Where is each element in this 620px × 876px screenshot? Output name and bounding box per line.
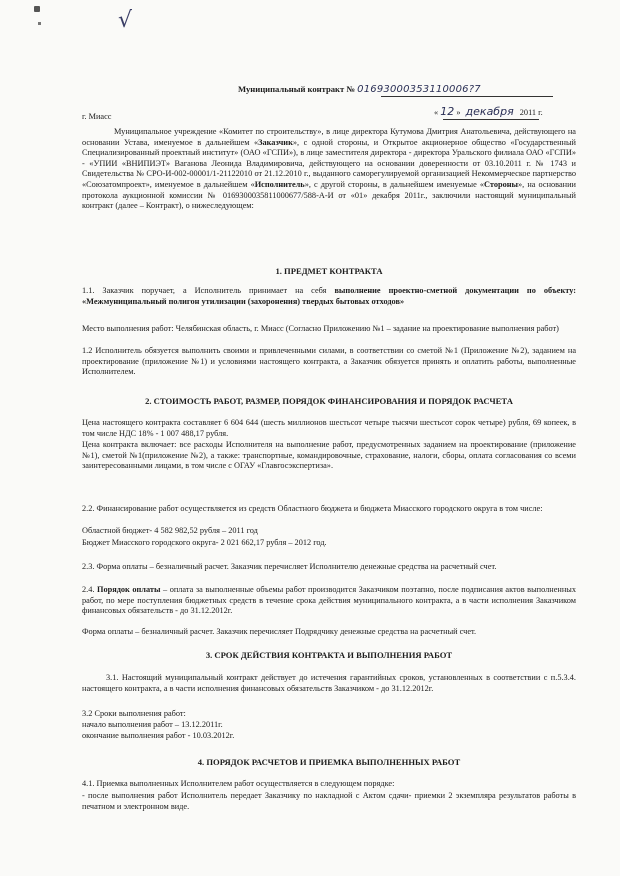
section-4-p1: 4.1. Приемка выполненных Исполнителем работ осуществляется в следующем порядке: bbox=[82, 779, 395, 788]
handwritten-month: декабря bbox=[465, 105, 514, 118]
section-2-p7-num: 2.4. bbox=[82, 585, 97, 594]
section-3-p4: окончание выполнения работ - 10.03.2012г. bbox=[82, 731, 235, 740]
parties-term: Стороны bbox=[484, 179, 519, 189]
quote-open: « bbox=[434, 108, 439, 117]
section-2-p1: Цена настоящего контракта составляет 6 604 644 (шесть миллионов шестьсот четыре тысячи шестьсот сорок четыре) рубля, 69 копеек, в том числе НДС 18% - 1 007 488,17 рубля. bbox=[82, 418, 576, 438]
handwritten-check-mark: √ bbox=[118, 8, 133, 33]
preamble-part1: Муниципальное учреждение «Комитет по строительству», в лице директора Кутумова Дмитрия Анатольевича, действующего на основании Устава, именуемое в дальнейшем « bbox=[82, 127, 576, 147]
section-2-p8: Форма оплаты – безналичный расчет. Заказчик перечисляет Подрядчику денежные средства на расчетный счет. bbox=[82, 627, 477, 636]
date-underline bbox=[443, 119, 539, 120]
section-2-p6: 2.3. Форма оплаты – безналичный расчет. Заказчик перечисляет Исполнителю денежные средства на расчетный счет. bbox=[82, 562, 497, 571]
contract-date bbox=[434, 107, 543, 119]
preamble-part2: », с одной стороны, и Открытое акционерное общество «Государственный Специализированный проектный институт» (ОАО «ГСПИ»), в лице заместителя директора - директора Уральского филиала ОАО «ГСПИ» - «УПИИ «ВНИПИЭТ» Ваганова Леонида Владимировича, действующего на основании доверенности от 03.10.2011 г. № 1743 и Свидетельства № СРО-И-002-00001/1-21122010 от 21.12.2010 г., выданного саморегулируемой организацией Некоммерческое партнерство «Союзатомпроект», именуемое в дальнейшем « bbox=[82, 137, 576, 189]
section-1-p2: Место выполнения работ: Челябинская область, г. Миасс (Согласно Приложению №1 – задание на проектирование выполнения работ) bbox=[82, 324, 559, 333]
section-2-p5: Бюджет Миасского городского округа- 2 021 662,17 рубля – 2012 год. bbox=[82, 538, 327, 547]
preamble-part3: », с другой стороны, в дальнейшем именуемые « bbox=[304, 179, 484, 189]
scan-mark-small bbox=[38, 22, 41, 25]
quote-close: » bbox=[456, 108, 461, 117]
payment-order-term: Порядок оплаты bbox=[97, 585, 161, 594]
contractor-term: Исполнитель bbox=[254, 179, 305, 189]
contract-title bbox=[238, 84, 481, 96]
year: 2011 г. bbox=[519, 108, 543, 117]
section-3-p3: начало выполнения работ – 13.12.2011г. bbox=[82, 720, 223, 729]
section-4-p2: - после выполнения работ Исполнитель передает Заказчику по накладной с Актом сдачи- приемки 2 экземпляра результатов работы в печатном и электронном виде. bbox=[82, 791, 576, 811]
section-1-p1-object: выполнение проектно-сметной документации по объекту: «Межмуниципальный полигон утилизации (захоронения) твердых бытовых отходов» bbox=[82, 286, 576, 306]
scan-mark bbox=[34, 6, 40, 12]
section-1-p3: 1.2 Исполнитель обязуется выполнить своими и привлеченными силами, в соответствии со сметой №1 (Приложение №2), заданием на проектирование (приложение №1) и условиями настоящего контракта, а Заказчик обязуется принять и оплатить работы, выполненные Исполнителем. bbox=[82, 346, 576, 377]
city: г. Миасс bbox=[82, 112, 112, 121]
customer-term: Заказчик bbox=[258, 137, 293, 147]
preamble-part4: », на основании протокола аукционной комиссии № 0169300035811000677/588-А-И от «01» декабря 2011г., заключили настоящий муниципальный контракт (далее – Контракт), о нижеследующем: bbox=[82, 179, 576, 211]
section-2-heading: 2. СТОИМОСТЬ РАБОТ, РАЗМЕР, ПОРЯДОК ФИНАНСИРОВАНИЯ И ПОРЯДОК РАСЧЕТА bbox=[145, 396, 513, 406]
section-1-p1 bbox=[82, 286, 576, 307]
section-2-p4: Областной бюджет- 4 582 982,52 рубля – 2011 год bbox=[82, 526, 258, 535]
title-prefix: Муниципальный контракт № bbox=[238, 84, 355, 94]
section-1-p1-text: 1.1. Заказчик поручает, а Исполнитель принимает на себя bbox=[82, 286, 335, 295]
handwritten-day: 12 bbox=[440, 105, 455, 118]
section-2-p7-rest: – оплата за выполненные объемы работ производится Заказчиком поэтапно, после подписания актов выполненных работ, по мере поступления бюджетных средств в течение срока действия муниципального контракта, а в части исполнения Заказчиком финансовых обязательств - до 31.12.2012г. bbox=[82, 585, 576, 616]
section-3-p1: 3.1. Настоящий муниципальный контракт действует до истечения гарантийных сроков, установленных в соответствии с п.5.3.4. настоящего контракта, а в части исполнения финансовых обязательств Заказчиком - до 31.12.2012г. bbox=[82, 673, 576, 693]
section-2-p3: 2.2. Финансирование работ осуществляется из средств Областного бюджета и бюджета Миасского городского округа в том числе: bbox=[82, 504, 543, 513]
section-3-p2: 3.2 Сроки выполнения работ: bbox=[82, 709, 186, 718]
section-3-heading: 3. СРОК ДЕЙСТВИЯ КОНТРАКТА И ВЫПОЛНЕНИЯ РАБОТ bbox=[205, 650, 453, 660]
preamble bbox=[82, 127, 576, 212]
section-2-p2: Цена контракта включает: все расходы Исполнителя на выполнение работ, предусмотренных заданием на проектирование (приложение №1), сметой №1(приложение №2), а также: транспортные, командировочные, страхование, налоги, сборы, оплата согласования со всеми заинтересованными лицами, в том числе с ОГАУ «Главгосэкспертиза». bbox=[82, 440, 576, 471]
section-4-heading: 4. ПОРЯДОК РАСЧЕТОВ И ПРИЕМКА ВЫПОЛНЕННЫХ РАБОТ bbox=[197, 757, 461, 767]
title-underline bbox=[381, 96, 553, 97]
handwritten-contract-number: 01693000353110006?7 bbox=[357, 84, 481, 95]
section-1-heading: 1. ПРЕДМЕТ КОНТРАКТА bbox=[275, 266, 383, 276]
section-2-p7 bbox=[82, 585, 576, 617]
